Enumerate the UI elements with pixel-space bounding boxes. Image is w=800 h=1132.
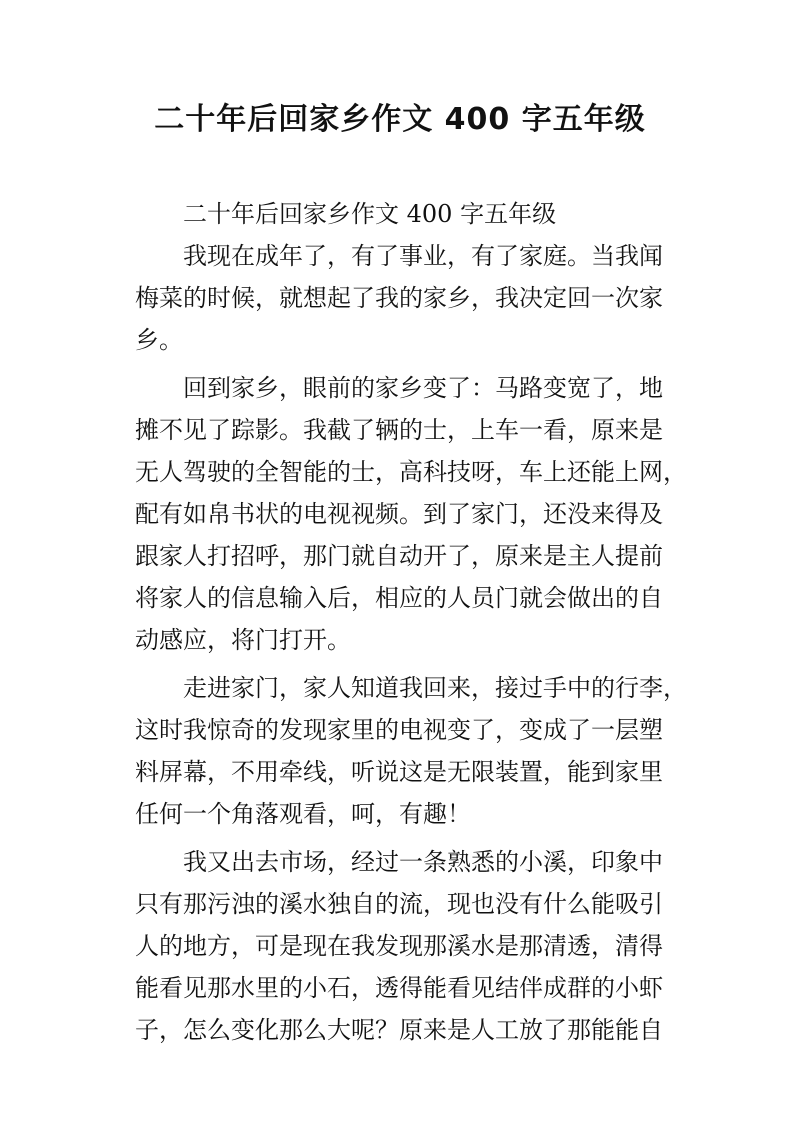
paragraph-line: 子，怎么变化那么大呢？原来是人工放了那能能自 <box>135 1016 663 1044</box>
document-subtitle: 二十年后回家乡作文 400 字五年级 <box>183 200 557 228</box>
paragraph-line: 这时我惊奇的发现家里的电视变了，变成了一层塑 <box>135 716 663 744</box>
paragraph-line: 走进家门，家人知道我回来，接过手中的行李， <box>183 674 687 702</box>
document-body <box>135 193 687 1051</box>
paragraph-line: 将家人的信息输入后，相应的人员门就会做出的自 <box>135 584 663 612</box>
paragraph-line: 只有那污浊的溪水独自的流，现也没有什么能吸引 <box>135 890 663 918</box>
paragraph-line: 我又出去市场，经过一条熟悉的小溪，印象中 <box>183 848 663 876</box>
paragraph-line: 能看见那水里的小石，透得能看见结伴成群的小虾 <box>135 974 663 1002</box>
document-title: 二十年后回家乡作文 400 字五年级 <box>154 102 646 137</box>
paragraph-line: 料屏幕，不用牵线，听说这是无限装置，能到家里 <box>135 758 663 786</box>
paragraph-line: 无人驾驶的全智能的士，高科技呀，车上还能上网， <box>135 458 687 486</box>
paragraph-line: 梅菜的时候，就想起了我的家乡，我决定回一次家 <box>135 284 663 312</box>
paragraph-line: 人的地方，可是现在我发现那溪水是那清透，清得 <box>135 932 663 960</box>
paragraph-line: 回到家乡，眼前的家乡变了：马路变宽了，地 <box>183 374 663 402</box>
paragraph-line: 任何一个角落观看，呵，有趣！ <box>135 800 471 828</box>
paragraph-line: 摊不见了踪影。我截了辆的士，上车一看，原来是 <box>135 416 663 444</box>
paragraph-line: 跟家人打招呼，那门就自动开了，原来是主人提前 <box>135 542 663 570</box>
paragraph-line: 我现在成年了，有了事业，有了家庭。当我闻 <box>183 242 663 270</box>
paragraph-line: 配有如帛书状的电视视频。到了家门，还没来得及 <box>135 500 663 528</box>
paragraph-line: 乡。 <box>135 326 183 354</box>
paragraph-line: 动感应，将门打开。 <box>135 626 351 654</box>
